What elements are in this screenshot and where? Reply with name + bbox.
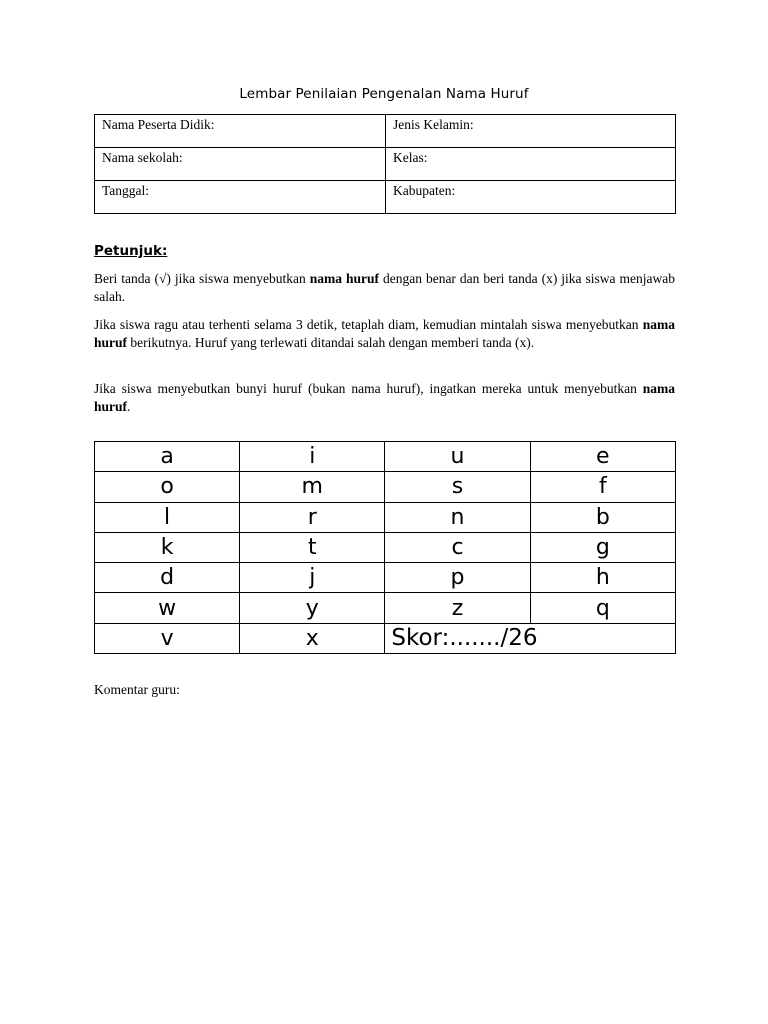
letter-cell[interactable]: a	[95, 442, 240, 472]
letter-row	[95, 563, 676, 593]
letter-cell[interactable]: l	[95, 502, 240, 532]
jenis-kelamin-field[interactable]: Jenis Kelamin:	[386, 115, 676, 148]
letter-cell[interactable]: y	[240, 593, 385, 623]
letter-grid	[94, 441, 676, 654]
kabupaten-field[interactable]: Kabupaten:	[386, 181, 676, 214]
info-row	[95, 115, 676, 148]
letter-cell[interactable]: v	[95, 623, 240, 653]
letter-row	[95, 593, 676, 623]
letter-cell[interactable]: e	[530, 442, 675, 472]
letter-cell[interactable]: x	[240, 623, 385, 653]
letter-cell[interactable]: p	[385, 563, 530, 593]
letter-cell[interactable]: z	[385, 593, 530, 623]
letter-cell[interactable]: u	[385, 442, 530, 472]
letter-cell[interactable]: i	[240, 442, 385, 472]
instruction-paragraph-2	[94, 316, 675, 352]
letter-cell[interactable]: m	[240, 472, 385, 502]
letter-cell[interactable]: h	[530, 563, 675, 593]
info-row	[95, 181, 676, 214]
letter-row	[95, 502, 676, 532]
letter-row	[95, 532, 676, 562]
letter-cell[interactable]: g	[530, 532, 675, 562]
letter-cell[interactable]: k	[95, 532, 240, 562]
letter-cell[interactable]: w	[95, 593, 240, 623]
letter-cell[interactable]: r	[240, 502, 385, 532]
instruction-text: Beri tanda (√) jika siswa menyebutkan	[94, 271, 310, 286]
letter-cell[interactable]: j	[240, 563, 385, 593]
letter-cell[interactable]: b	[530, 502, 675, 532]
letter-cell[interactable]: q	[530, 593, 675, 623]
letter-cell[interactable]: f	[530, 472, 675, 502]
letter-cell[interactable]: t	[240, 532, 385, 562]
nama-sekolah-field[interactable]: Nama sekolah:	[95, 148, 386, 181]
score-cell[interactable]: Skor:......./26	[385, 623, 676, 653]
letter-row	[95, 472, 676, 502]
page-title: Lembar Penilaian Pengenalan Nama Huruf	[239, 86, 529, 102]
tanggal-field[interactable]: Tanggal:	[95, 181, 386, 214]
nama-peserta-field[interactable]: Nama Peserta Didik:	[95, 115, 386, 148]
instruction-bold-text: nama huruf	[94, 317, 675, 350]
kelas-field[interactable]: Kelas:	[386, 148, 676, 181]
letter-cell[interactable]: d	[95, 563, 240, 593]
instruction-bold-text: nama huruf	[94, 381, 675, 414]
instruction-text: Jika siswa menyebutkan bunyi huruf (bukan nama huruf), ingatkan mereka untuk menyebutkan	[94, 381, 643, 396]
letter-cell[interactable]: s	[385, 472, 530, 502]
instruction-paragraph-1	[94, 270, 675, 306]
letter-cell[interactable]: c	[385, 532, 530, 562]
instruction-text: dengan benar dan beri tanda (x) jika siswa menjawab salah.	[94, 271, 675, 304]
instruction-text: .	[127, 399, 131, 414]
petunjuk-heading: Petunjuk:	[94, 243, 168, 259]
student-info-table	[94, 114, 676, 214]
letter-cell[interactable]: n	[385, 502, 530, 532]
info-row	[95, 148, 676, 181]
letter-cell[interactable]: o	[95, 472, 240, 502]
instruction-text: berikutnya. Huruf yang terlewati ditandai salah dengan memberi tanda (x).	[127, 335, 535, 350]
instruction-text: Jika siswa ragu atau terhenti selama 3 detik, tetaplah diam, kemudian mintalah siswa menyebutkan	[94, 317, 643, 332]
instruction-paragraph-3	[94, 380, 675, 416]
letter-row	[95, 623, 676, 653]
instruction-bold-text: nama huruf	[309, 271, 379, 286]
teacher-comment-label: Komentar guru:	[94, 682, 180, 697]
letter-row	[95, 442, 676, 472]
